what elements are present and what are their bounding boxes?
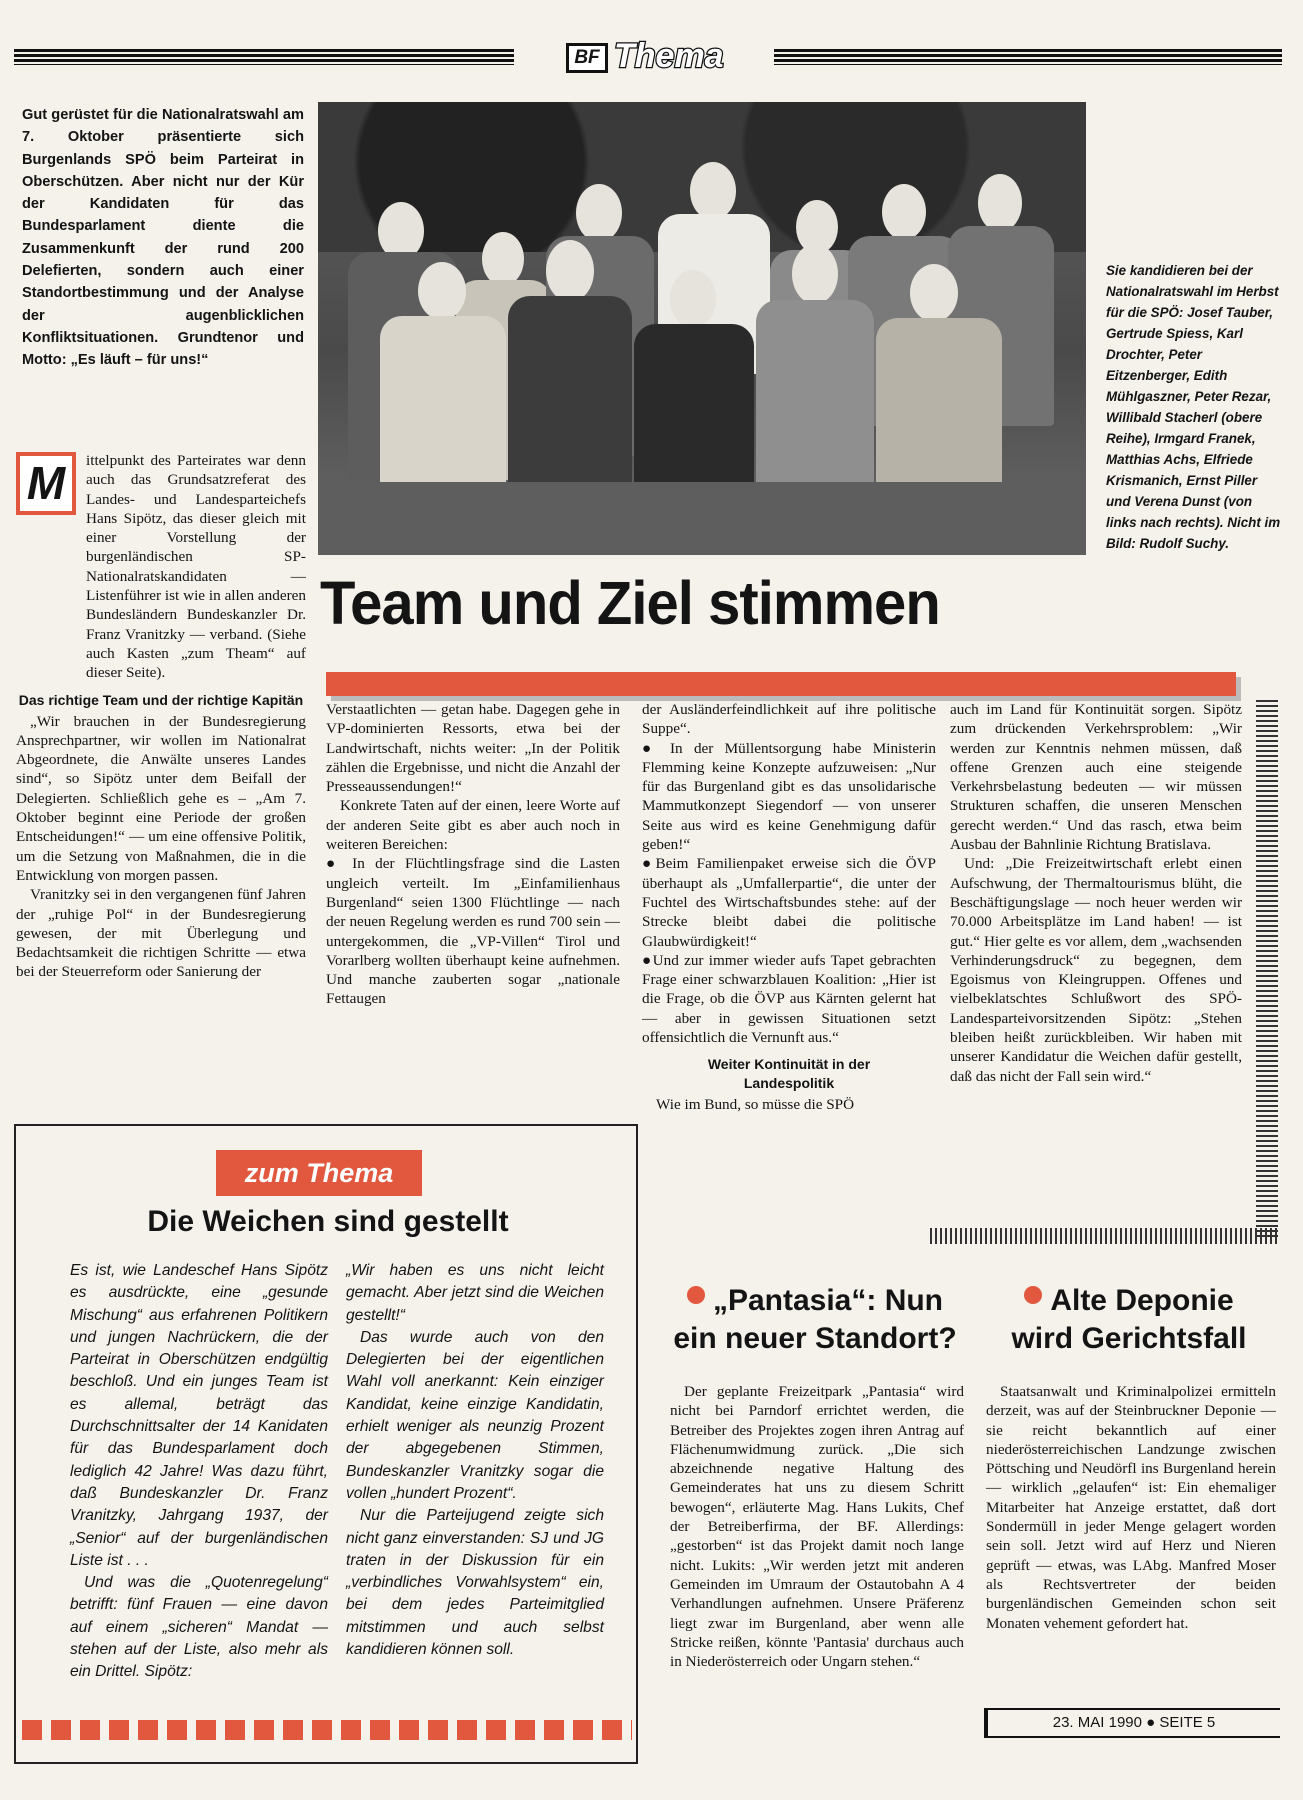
bullet-icon — [687, 1286, 705, 1304]
article-paragraph: Vranitzky sei in den vergangenen fünf Jahren der „ruhige Pol“ in der Bundesregierung gewesen, der mit Überlegung und Bedachtsamkeit die richtigen Schritte — etwa bei der Steuerreform oder Sanierung der — [16, 886, 306, 981]
group-photo — [318, 102, 1086, 555]
article-paragraph: Staatsanwalt und Kriminalpolizei ermitteln derzeit, was auf der Steinbruckner Deponie — sie reicht bekanntlich auf einer niederösterreichischen Landzunge zwischen Pöttsching und Neudörfl ins Burgenland herein — wirklich „gelaufen“ ist: Ein ehemaliger Mitarbeiter hat Anzeige erstattet, daß dort Sondermüll in jeder Menge gelagert worden sein soll. Jetzt wird auf Herz und Nieren geprüft — etwas, was LAbg. Manfred Moser als Rechtsvertreter der beiden burgenländischen Gemeinden schon seit Monaten vehement gefordert hat. — [986, 1383, 1276, 1632]
footer-date: 23. MAI 1990 — [1052, 1714, 1142, 1731]
pantasia-article — [670, 1382, 964, 1671]
article-column-2 — [326, 700, 620, 1009]
article-column-1 — [16, 451, 306, 982]
article-column-3 — [642, 700, 936, 1115]
lead-paragraph: Gut gerüstet für die Nationalratswahl am 7. Oktober präsentierte sich Burgenlands SPÖ beim Parteirat in Oberschützen. Aber nicht nur der Kür der Kandidaten für das Bundesparlament diente die Zusammenkunft der rund 200 Delefierten, sondern auch einer Standortbestimmung und der Analyse der augenblicklichen Konfliktsituationen. Grundtenor und Motto: „Es läuft – für uns!“ — [22, 107, 304, 369]
headline-underline — [326, 672, 1236, 696]
box-dashes — [22, 1720, 632, 1740]
article-paragraph: Der geplante Freizeitpark „Pantasia“ wird nicht bei Parndorf errichtet werden, die Betreiber des Projektes zogen ihren Antrag auf Flächenumwidmung zurück. „Die sich abzeichnende negative Haltung des Gemeinderates hat uns zu diesem Schritt bewogen“, erläuterte Mag. Hans Lukits, Chef der Betreiberfirma, der BF. Allerdings: „gestorben“ ist das Projekt damit noch lange nicht. Lukits: „Wir werden jetzt mit anderen Gemeinden im Umraum der Ostautobahn A 4 Verhandlungen aufnehmen. Unsere Präferenz liegt zwar im Burgenland, aber wenn alle Stricke reißen, könnte 'Pantasia' durchaus auch in Niederösterreich oder Ungarn stehen.“ — [670, 1383, 964, 1671]
header-rule-left — [14, 49, 514, 65]
article-paragraph: Wie im Bund, so müsse die SPÖ — [656, 1096, 855, 1114]
logo-bf: BF — [566, 43, 608, 73]
box-column-2 — [346, 1260, 604, 1661]
subhead: Weiter Kontinuität in der Landespolitik — [707, 1056, 871, 1092]
article-paragraph: auch im Land für Kontinuität sorgen. Sipötz zum drückenden Verkehrsproblem: „Wir werden zur Kenntnis nehmen müssen, daß offene Grenzen auch eine steigende Verkehrsbelastung bedeuten — wir müssen Strukturen schaffen, die unseren Menschen gerecht werden.“ Und das rasch, etwa beim Ausbau der Bahnlinie Richtung Bratislava. — [950, 701, 1242, 854]
decorative-hatch — [930, 1228, 1278, 1244]
article-paragraph: der Ausländerfeindlichkeit auf ihre politische Suppe“. — [642, 701, 936, 738]
deponie-article — [986, 1382, 1276, 1633]
subhead: Das richtige Team und der richtige Kapitän — [18, 691, 304, 708]
box-paragraph: Das wurde auch von den Delegierten bei der eigentlichen Wahl voll anerkannt: Kein einziger Kandidat, keine einzige Kandidatin, erhielt weniger als neunzig Prozent der abgegebenen Stimmen, Bundeskanzler Vranitzky sogar die vollen „hundert Prozent“. — [346, 1328, 604, 1502]
section-title: Thema — [614, 37, 724, 75]
box-tag: zum Thema — [216, 1150, 422, 1196]
box-paragraph: Nur die Parteijugend zeigte sich nicht ganz einverstanden: SJ und JG traten in der Diskussion für ein „verbindliches Vorwahlsystem“ ein, bei dem jedes Parteimitglied mitstimmen und auch selbst kandidieren können soll. — [346, 1507, 604, 1659]
article-column-4 — [950, 700, 1242, 1086]
box-paragraph: Es ist, wie Landeschef Hans Sipötz es ausdrückte, eine „gesunde Mischung“ aus erfahrenen Politikern und jungen Nachrückern, die der Parteirat in Oberschützen endgültig beschloß. Und ein junges Team ist es allemal, beträgt das Durchschnittsalter der 14 Kanidaten für das Bundesparlament doch lediglich 42 Jahre! Was dazu führt, daß Bundeskanzler Dr. Franz Vranitzky, Jahrgang 1937, der „Senior“ auf der burgenländischen Liste ist . . . — [70, 1262, 328, 1569]
box-paragraph: „Wir haben es uns nicht leicht gemacht. Aber jetzt sind die Weichen gestellt!“ — [346, 1262, 604, 1324]
article-paragraph: ● In der Müllentsorgung habe Ministerin Flemming keine Konzepte aufzuweisen: „Nur für das Burgenland gibt es das unsolidarische Mammutkonzept Siegendorf — von unserer Seite aus wird es keine Genehmigung dafür geben!“ — [642, 739, 936, 854]
footer-bullet-icon: ● — [1146, 1714, 1156, 1731]
deponie-title: Alte Deponie wird Gerichtsfall — [1011, 1284, 1247, 1355]
box-column-1 — [70, 1260, 328, 1684]
article-paragraph: ● In der Flüchtlingsfrage sind die Lasten ungleich verteilt. Im „Einfamilienhaus Burgenland“ seien 1300 Flüchtlinge — nach der neuen Regelung werden es rund 700 sein — untergekommen, die „VP-Villen“ Tirol und Vorarlberg wollten überhaupt keine aufnehmen. Und manche zauberten sogar „nationale Fettaugen — [326, 855, 620, 1008]
footer — [984, 1708, 1280, 1738]
decorative-hatch — [1256, 700, 1278, 1240]
article-paragraph: ●Beim Familienpaket erweise sich die ÖVP überhaupt als „Umfallerpartie“, die unter der Fuchtel des Wirtschaftsbundes stehe: auf der Strecke bleibt dabei die politische Glaubwürdigkeit!“ — [642, 855, 936, 950]
article-paragraph: „Wir brauchen in der Bundesregierung Ansprechpartner, wir wollen im Nationalrat Abgeordnete, die Anwälte unseres Landes sind“, so Sipötz unter dem Beifall der Delegierten. Schließlich gehe es – „Am 7. Oktober beginnt eine Periode der großen Entscheidungen!“ — um eine offensive Politik, um die Setzung von Maßnahmen, die in die Entwicklung von morgen passen. — [16, 712, 306, 884]
article-paragraph: Verstaatlichten — getan habe. Dagegen gehe in VP-dominierten Ressorts, etwa bei der Landwirtschaft, nichts weiter: „In der Politik zählen die Ergebnisse, und nicht die Anzahl der Presseaussendungen!“ — [326, 701, 620, 796]
pantasia-title: „Pantasia“: Nun ein neuer Standort? — [673, 1284, 957, 1355]
headline: Team und Ziel stimmen — [320, 569, 940, 637]
article-paragraph: ●Und zur immer wieder aufs Tapet gebrachten Frage einer schwarzblauen Koalition: „Hier ist die Frage, ob die ÖVP aus Kärnten gelernt hat — aber in gewissen Situationen setzt offensichtlich die Vernunft aus.“ — [642, 951, 936, 1047]
footer-page: SEITE 5 — [1159, 1714, 1216, 1731]
dropcap: M — [16, 452, 76, 515]
photo-caption: Sie kandidieren bei der Nationalratswahl im Herbst für die SPÖ: Josef Tauber, Gertrude Spiess, Karl Drochter, Peter Eitzenberger, Edith Mühlgaszner, Peter Rezar, Willibald Stacherl (obere Reihe), Irmgard Franek, Matthias Achs, Elfriede Krismanich, Ernst Piller und Verena Dunst (von links nach rechts). Nicht im Bild: Rudolf Suchy. — [1106, 263, 1281, 551]
thema-box — [14, 1124, 638, 1764]
article-paragraph: Und: „Die Freizeitwirtschaft erlebt einen Aufschwung, der Thermaltourismus blüht, die Beschäftigungslage — noch heuer werden wir 70.000 Arbeitsplätze im Land haben! — ist gut.“ Hier gelte es vor allem, dem „wachsenden Verhinderungsdruck“ zu begegnen, dem Egoismus von Kleingruppen. Offenes und vielbeklatschtes Schlußwort des SPÖ-Landesparteivorsitzenden Sipötz: „Stehen bleiben heißt zurückbleiben. Wir haben mit unserer Kandidatur die Weichen dafür gestellt, daß das nicht der Fall sein wird.“ — [950, 855, 1242, 1085]
article-paragraph: ittelpunkt des Parteirates war denn auch das Grundsatzreferat des Landes- und Landesparteichefs Hans Sipötz, das dieser gleich mit einer Vorstellung der burgenländischen SP-Nationalratskandidaten — Listenführer ist wie in allen anderen Bundesländern Bundeskanzler Dr. Franz Vranitzky — verband. (Siehe auch Kasten „zum Theam“ auf dieser Seite). — [86, 452, 306, 682]
bullet-icon — [1024, 1286, 1042, 1304]
header-rule-right — [774, 49, 1282, 65]
box-title: Die Weichen sind gestellt — [147, 1205, 509, 1238]
box-paragraph: Und was die „Quotenregelung“ betrifft: fünf Frauen — eine davon auf einem „sicheren“ Mandat — stehen auf der Liste, also mehr als ein Drittel. Sipötz: — [70, 1574, 328, 1681]
article-paragraph: Konkrete Taten auf der einen, leere Worte auf der anderen Seite gibt es aber auch noch in weiteren Bereichen: — [326, 797, 620, 854]
